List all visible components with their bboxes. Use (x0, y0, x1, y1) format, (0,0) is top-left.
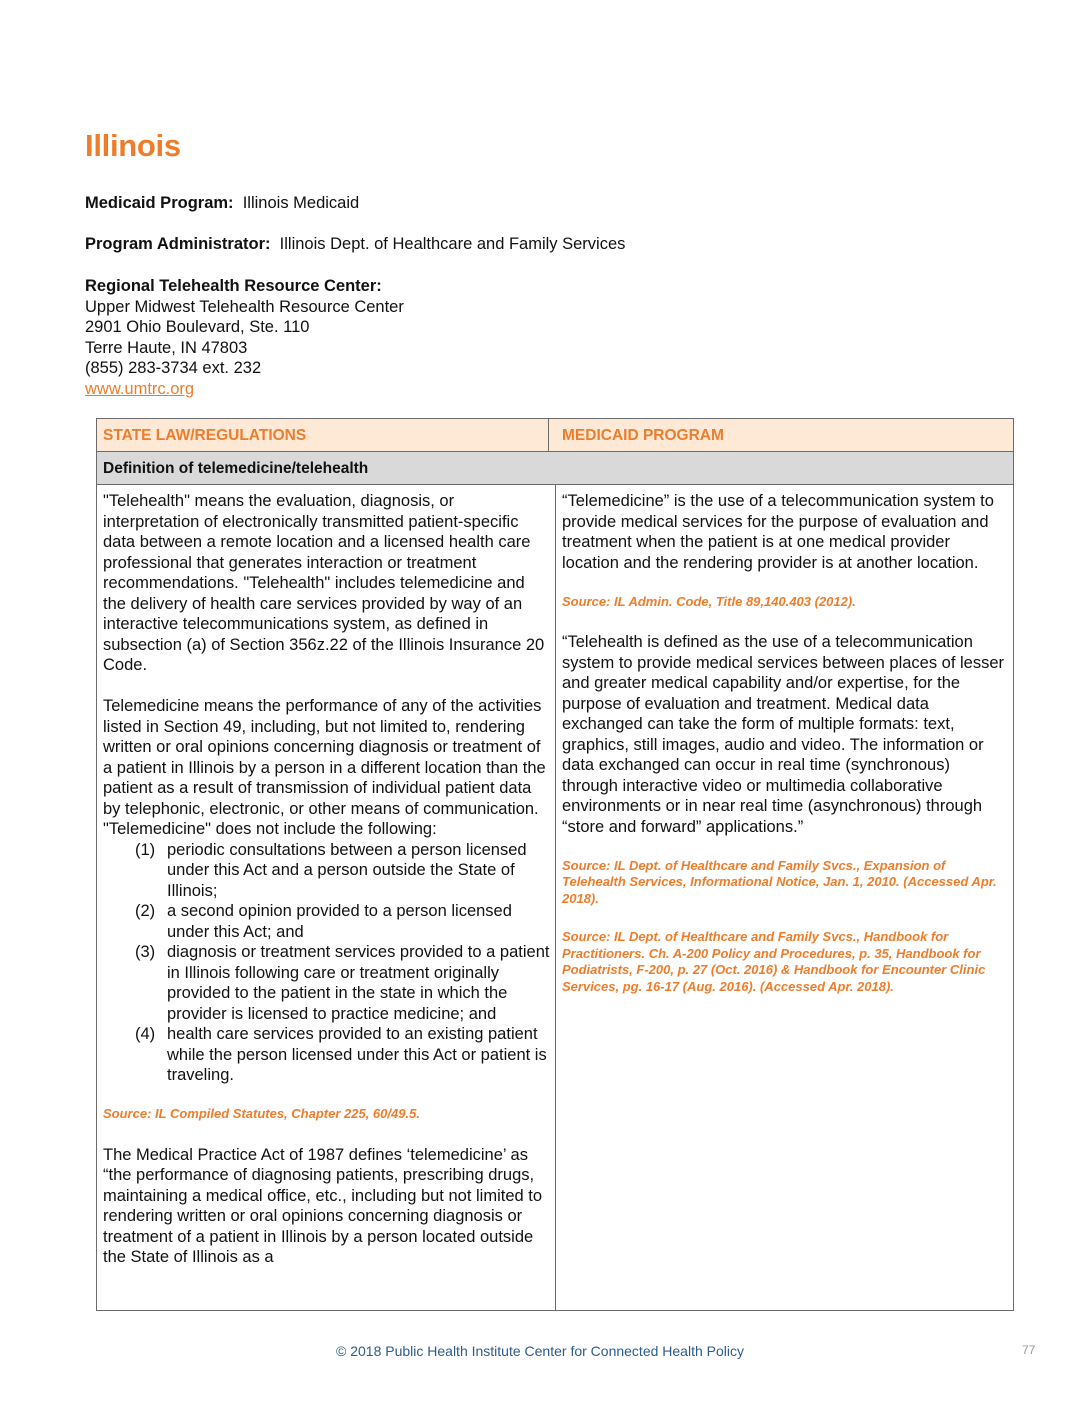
program-administrator-label: Program Administrator: (85, 235, 271, 253)
list-item: (1) periodic consultations between a person licensed under this Act and a person outside the State of Illinois; (135, 840, 527, 900)
medicaid-program-label: Medicaid Program: (85, 194, 234, 212)
medical-practice-act-text: The Medical Practice Act of 1987 defines ‘telemedicine’ as “the performance of diagnosing patients, prescribing drugs, maintaining a medical office, etc., including but not limited to rendering written or oral opinions concerning diagnosis or treatment of a patient in Illinois by a person located outside the State of Illinois as a (103, 1145, 543, 1266)
medicaid-program-line (85, 193, 359, 214)
rtrc-label: Regional Telehealth Resource Center: (85, 277, 382, 295)
program-administrator-line (85, 234, 625, 255)
policy-table (96, 418, 1014, 1311)
page-number: 77 (1022, 1343, 1036, 1357)
header-medicaid-program: MEDICAID PROGRAM (562, 427, 724, 444)
telemedicine-definition: Telemedicine means the performance of any of the activities listed in Section 49, including, but not limited to, rendering written or oral opinions concerning diagnosis or treatment of a patient in Illinois by a person in a different location than the patient as a result of transmission of individual patient data by telephonic, electronic, or other means of communication. "Telemedicine" does not include the following: (103, 697, 546, 838)
column-divider (555, 485, 556, 1310)
rtrc-phone: (855) 283-3734 ext. 232 (85, 359, 262, 377)
source-citation: Source: IL Dept. of Healthcare and Family Svcs., Expansion of Telehealth Services, Informational Notice, Jan. 1, 2010. (Accessed Apr. 2018). (562, 857, 997, 906)
medicaid-program-cell (562, 491, 1010, 1017)
rtrc-address-line1: 2901 Ohio Boulevard, Ste. 110 (85, 318, 310, 336)
medicaid-telehealth-definition: “Telehealth is defined as the use of a telecommunication system to provide medical services between places of lesser and greater medical capability and/or expertise, for the purpose of evaluation and treatment. Medical data exchanged can take the form of multiple formats: text, graphics, still images, audio and video. The information or data exchanged can occur in real time (synchronous) through interactive video or multimedia collaborative environments or in near real time (asynchronous) through “store and forward” applications.” (562, 633, 1005, 836)
rtrc-website-link[interactable]: www.umtrc.org (85, 379, 195, 398)
rtrc-address-line2: Terre Haute, IN 47803 (85, 338, 248, 357)
telehealth-definition: "Telehealth" means the evaluation, diagnosis, or interpretation of electronically transmitted patient-specific data between a remote location and a licensed health care professional that generates interaction or treatment recommendations. "Telehealth" includes telemedicine and the delivery of health care services provided by way of an interactive telecommunications system, as defined in subsection (a) of Section 356z.22 of the Illinois Insurance 20 Code. (103, 492, 545, 674)
medicaid-program-value: Illinois Medicaid (242, 194, 360, 212)
table-header-row (97, 419, 1013, 452)
program-administrator-value: Illinois Dept. of Healthcare and Family Services (279, 235, 626, 253)
source-citation: Source: IL Admin. Code, Title 89,140.403 (2012). (562, 593, 856, 609)
section-title-row: Definition of telemedicine/telehealth (97, 452, 1013, 485)
rtrc-name: Upper Midwest Telehealth Resource Center (85, 297, 404, 316)
exclusions-list (103, 840, 551, 1086)
list-item: (4) health care services provided to an existing patient while the person licensed under this Act or patient is traveling. (135, 1025, 547, 1084)
footer-copyright: © 2018 Public Health Institute Center for Connected Health Policy (336, 1343, 744, 1359)
header-state-law: STATE LAW/REGULATIONS (97, 419, 549, 452)
source-citation: Source: IL Compiled Statutes, Chapter 225, 60/49.5. (103, 1106, 420, 1121)
medicaid-telemedicine-definition: “Telemedicine” is the use of a telecommunication system to provide medical services for the purpose of evaluation and treatment when the patient is at one medical provider location and the rendering provider is at another location. (562, 492, 994, 572)
state-law-cell (103, 491, 551, 1288)
page-title: Illinois (85, 128, 181, 163)
list-item: (2) a second opinion provided to a person licensed under this Act; and (135, 902, 512, 941)
list-item: (3) diagnosis or treatment services provided to a patient in Illinois following care or treatment originally provided to the patient in the state in which the provider is licensed to practice medicine; and (135, 943, 550, 1023)
rtrc-block (85, 276, 404, 399)
source-citation: Source: IL Dept. of Healthcare and Family Svcs., Handbook for Practitioners. Ch. A-200 Policy and Procedures, p. 35, Handbook for Podiatrists, F-200, p. 27 (Oct. 2016) & Handbook for Encounter Clinic Services, pg. 16-17 (Aug. 2016). (Accessed Apr. 2018). (562, 929, 986, 994)
